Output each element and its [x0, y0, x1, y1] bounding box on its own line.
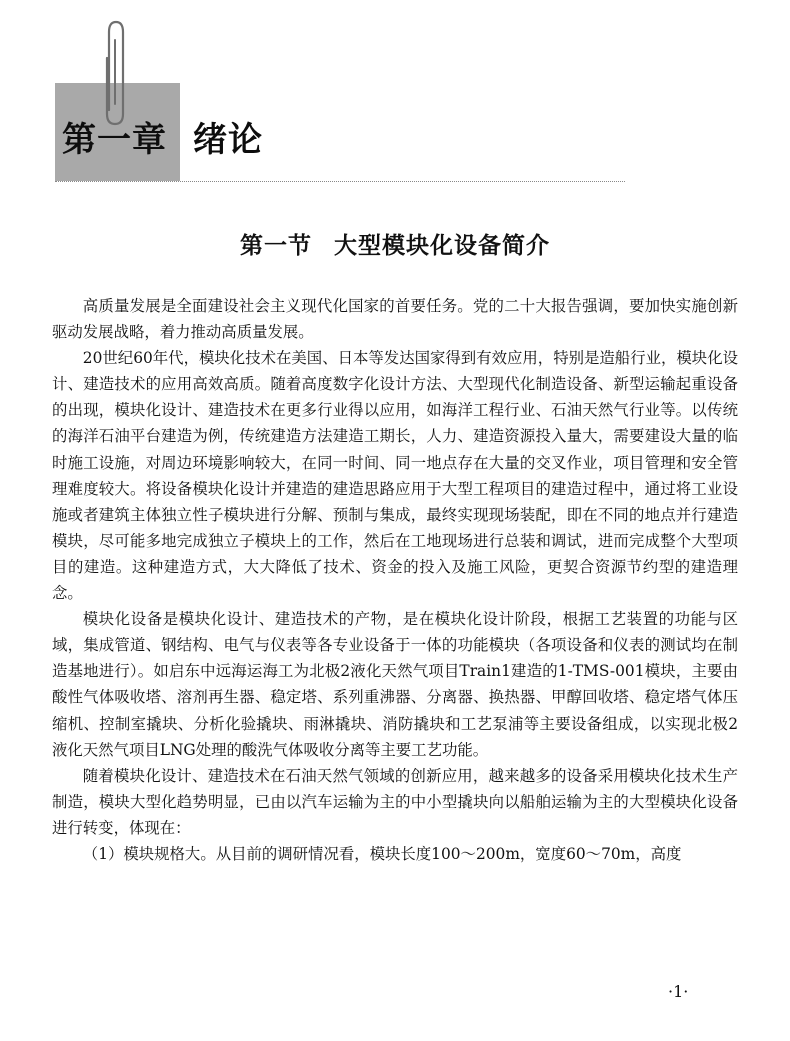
section-number: 第一节 [240, 232, 312, 259]
chapter-number: 第一章 [62, 120, 167, 160]
chapter-title: 绪论 [193, 120, 263, 160]
paragraph: 20世纪60年代，模块化技术在美国、日本等发达国家得到有效应用，特别是造船行业，模块化设计、建造技术的应用高效高质。随着高度数字化设计方法、大型现代化制造设备、新型运输起重设备的出现，模块化设计、建造技术在更多行业得以应用，如海洋工程行业、石油天然气行业等。以传统的海洋石油平台建造为例，传统建造方法建造工期长，人力、建造资源投入量大，需要建设大量的临时施工设施，对周边环境影响较大，在同一时间、同一地点存在大量的交叉作业，项目管理和安全管理难度较大。将设备模块化设计并建造的建造思路应用于大型工程项目的建造过程中，通过将工业设施或者建筑主体独立性子模块进行分解、预制与集成，最终实现现场装配，即在不同的地点并行建造模块，尽可能多地完成独立子模块上的工作，然后在工地现场进行总装和调试，进而完成整个大型项目的建造。这种建造方式，大大降低了技术、资金的投入及施工风险，更契合资源节约型的建造理念。 [52, 349, 738, 603]
chapter-divider [55, 181, 625, 182]
section-heading [0, 227, 790, 260]
paragraph: 随着模块化设计、建造技术在石油天然气领域的创新应用，越来越多的设备采用模块化技术生产制造，模块大型化趋势明显，已由以汽车运输为主的中小型撬块向以船舶运输为主的大型模块化设备进行转变，体现在： [52, 766, 738, 837]
paragraph: （1）模块规格大。从目前的调研情况看，模块长度100～200m，宽度60～70m，高度 [82, 844, 682, 863]
body-text [52, 293, 738, 867]
paragraph: 模块化设备是模块化设计、建造技术的产物，是在模块化设计阶段，根据工艺装置的功能与区域，集成管道、钢结构、电气与仪表等各专业设备于一体的功能模块（各项设备和仪表的测试均在制造基地进行）。如启东中远海运海工为北极2液化天然气项目Train1建造的1-TMS-001模块，主要由酸性气体吸收塔、溶剂再生器、稳定塔、系列重沸器、分离器、换热器、甲醇回收塔、稳定塔气体压缩机、控制室撬块、分析化验撬块、雨淋撬块、消防撬块和工艺泵浦等主要设备组成，以实现北极2液化天然气项目LNG处理的酸洗气体吸收分离等主要工艺功能。 [52, 610, 738, 759]
chapter-heading [62, 112, 263, 161]
paragraph: 高质量发展是全面建设社会主义现代化国家的首要任务。党的二十大报告强调，要加快实施创新驱动发展战略，着力推动高质量发展。 [52, 297, 738, 342]
page-number: ·1· [668, 982, 689, 1001]
section-title: 大型模块化设备简介 [334, 232, 550, 259]
